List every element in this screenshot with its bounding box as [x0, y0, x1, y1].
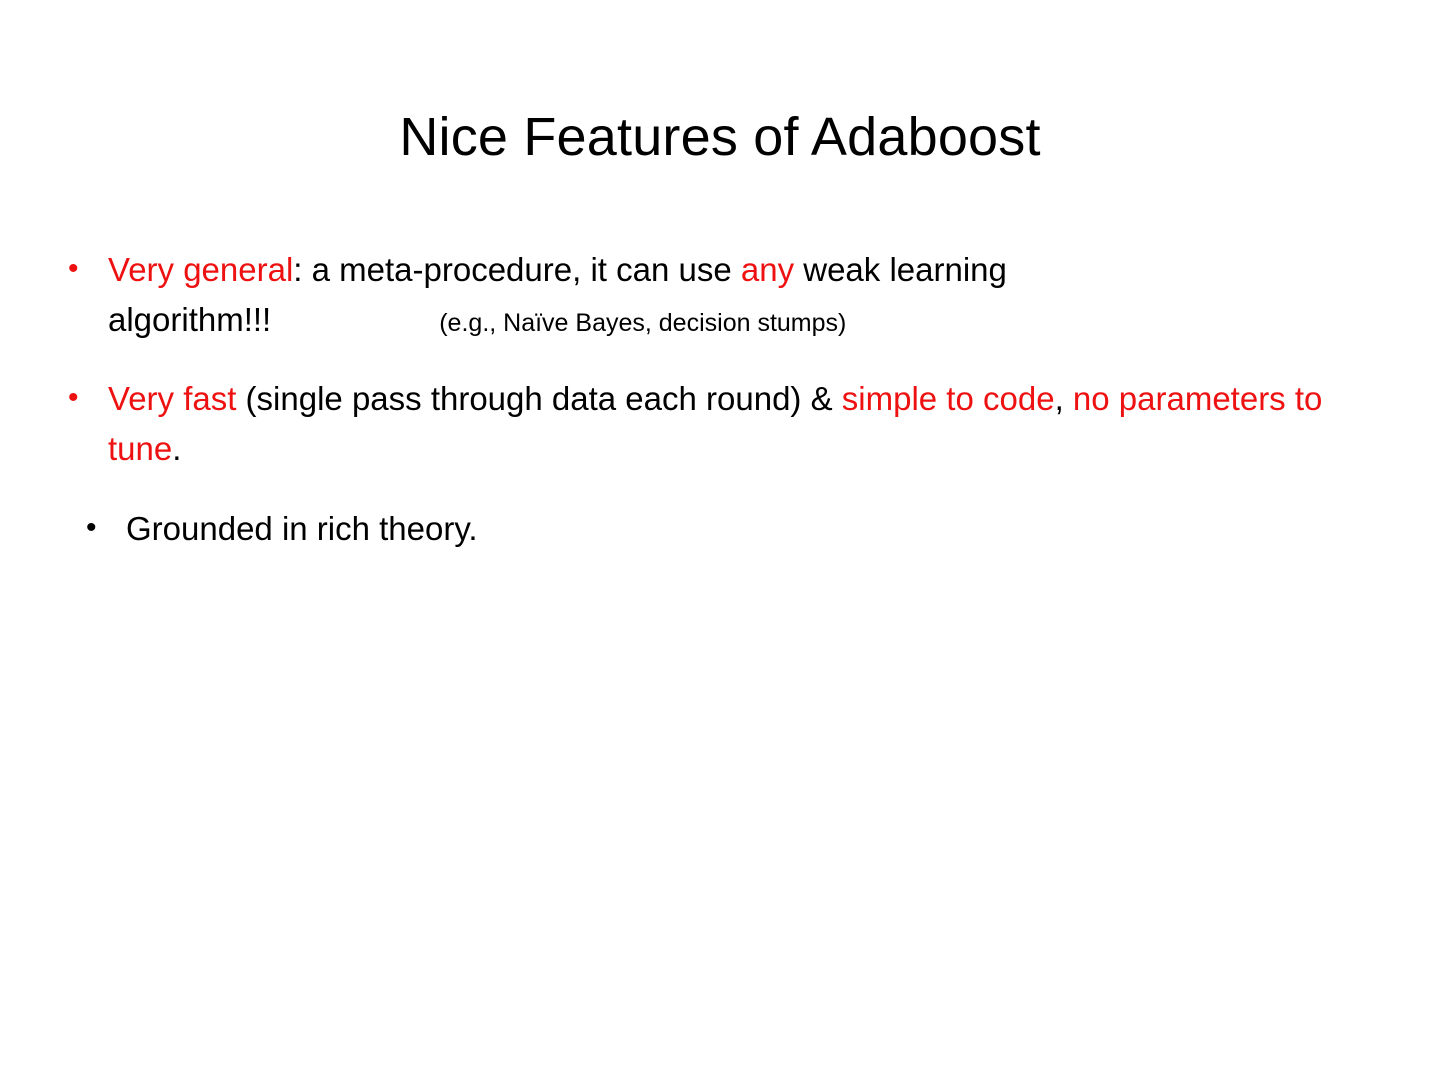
bullet-1-seg-3: any: [740, 251, 795, 288]
bullet-2-seg-1: Very fast: [108, 380, 237, 417]
bullet-icon: •: [68, 381, 79, 414]
bullet-1-note: (e.g., Naïve Bayes, decision stumps): [439, 309, 847, 337]
bullet-1-seg-1: Very general: [108, 251, 294, 288]
bullet-2-seg-4: ,: [1054, 380, 1073, 417]
bullet-text-3: [126, 504, 1378, 554]
bullet-1-seg-2: : a meta-procedure, it can use: [293, 251, 741, 288]
bullet-1-line2: algorithm!!!: [108, 301, 272, 338]
list-item: [68, 245, 1378, 348]
bullet-2-seg-5: no parameters to tune: [108, 380, 1323, 467]
bullet-text-1: [108, 245, 1378, 348]
bullet-1-seg-4: weak learning: [794, 251, 1007, 288]
page-title: Nice Features of Adaboost: [399, 107, 1041, 168]
bullet-1-line2-wrap: [108, 295, 1378, 348]
bullet-3-seg-1: Grounded in rich theory.: [126, 510, 478, 547]
bullet-2-seg-3: simple to code: [841, 380, 1055, 417]
list-item: [68, 374, 1378, 474]
bullet-text-2: [108, 374, 1378, 474]
bullet-icon: •: [68, 252, 79, 285]
slide-body: [68, 245, 1378, 580]
list-item: [68, 504, 1378, 554]
bullet-2-seg-6: .: [172, 430, 182, 467]
bullet-2-seg-2: (single pass through data each round) &: [236, 380, 842, 417]
bullet-icon: •: [86, 511, 97, 544]
